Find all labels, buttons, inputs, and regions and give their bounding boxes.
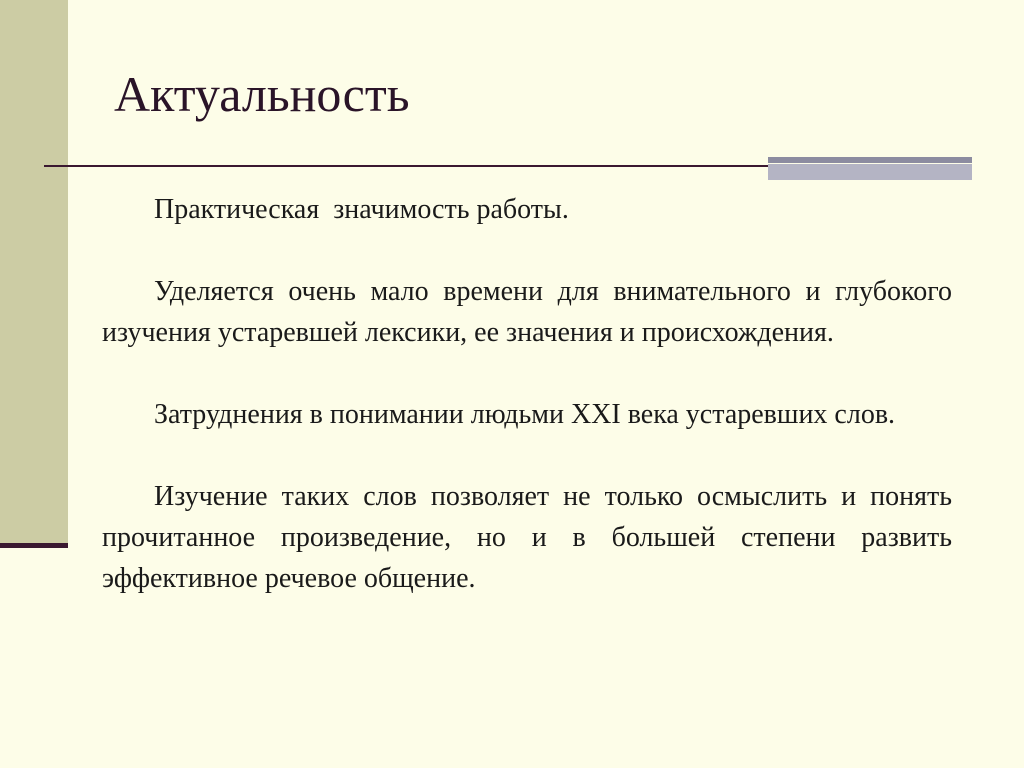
side-divider bbox=[0, 543, 68, 548]
paragraph-study-benefits: Изучение таких слов позволяет не только осмыслить и понять прочитанное произведение, но и в большей степени развить эффективное речевое общение. bbox=[102, 481, 952, 594]
slide-body bbox=[102, 189, 952, 599]
paragraph-practical-significance: Практическая значимость работы. bbox=[154, 194, 569, 225]
accent-bar-top bbox=[768, 157, 972, 163]
slide-title: Актуальность bbox=[114, 66, 410, 122]
paragraph-little-time: Уделяется очень мало времени для внимательного и глубокого изучения устаревшей лексики, ее значения и происхождения. bbox=[102, 276, 952, 348]
accent-bar bbox=[768, 164, 972, 180]
paragraph-difficulties: Затруднения в понимании людьми XXI века устаревших слов. bbox=[154, 399, 896, 430]
title-divider bbox=[44, 165, 772, 167]
side-band bbox=[0, 0, 68, 545]
